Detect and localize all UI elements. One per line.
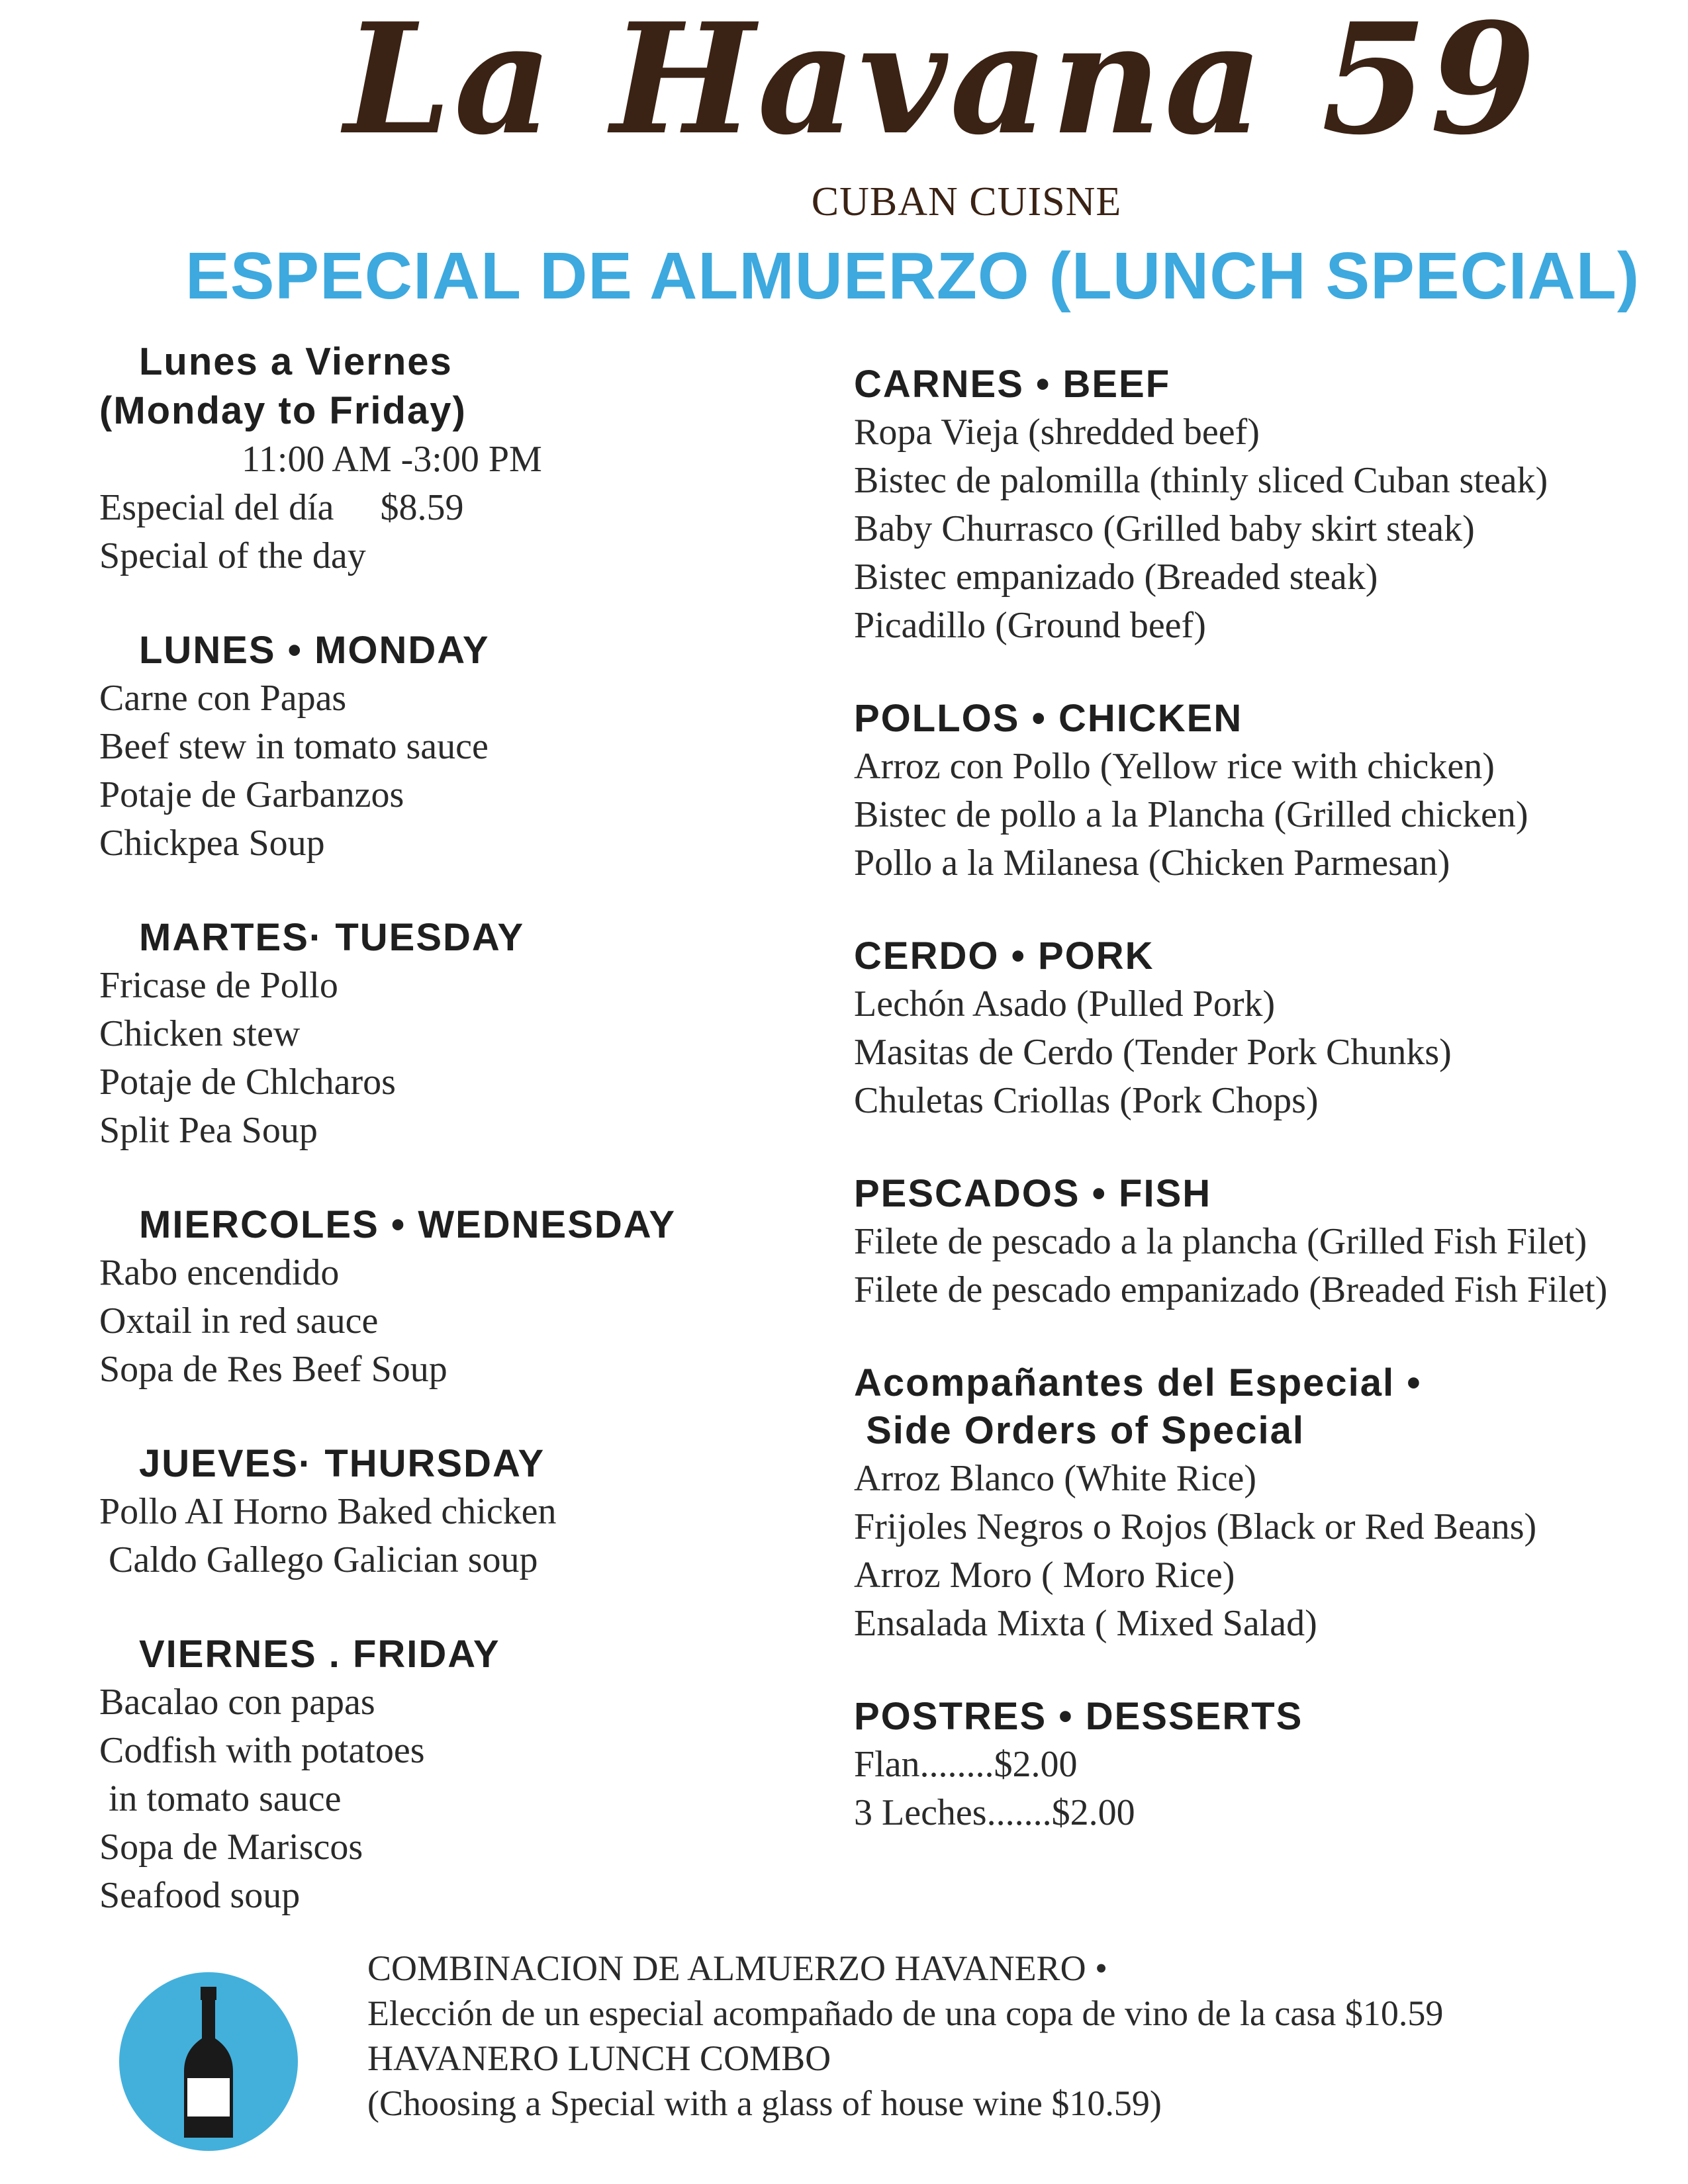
day-section-tuesday: [99, 914, 827, 1155]
category-title-secondary: Side Orders of Special: [854, 1409, 1305, 1452]
day-title: MIERCOLES • WEDNESDAY: [139, 1203, 677, 1246]
category-fish: [854, 1170, 1675, 1314]
menu-item: Arroz con Pollo (Yellow rice with chicken): [854, 746, 1495, 787]
special-label-es: Especial del día: [99, 487, 334, 528]
menu-item: Rabo encendido: [99, 1252, 340, 1293]
menu-item: Potaje de Chlcharos: [99, 1062, 396, 1103]
hours-section: [99, 338, 827, 580]
menu-item: Picadillo (Ground beef): [854, 605, 1206, 646]
menu-item: Bistec empanizado (Breaded steak): [854, 557, 1378, 598]
category-title: CARNES • BEEF: [854, 363, 1171, 406]
menu-item: Codfish with potatoes: [99, 1730, 425, 1771]
menu-item: Flan........$2.00: [854, 1744, 1078, 1785]
category-title: PESCADOS • FISH: [854, 1172, 1212, 1215]
menu-item: in tomato sauce: [99, 1778, 342, 1819]
menu-item: Baby Churrasco (Grilled baby skirt steak): [854, 508, 1475, 549]
menu-item: Beef stew in tomato sauce: [99, 726, 489, 767]
day-section-wednesday: [99, 1201, 827, 1394]
menu-item: Bacalao con papas: [99, 1682, 375, 1723]
menu-item: Split Pea Soup: [99, 1110, 318, 1151]
hours-days-es: Lunes a Viernes: [139, 340, 453, 383]
category-title: POLLOS • CHICKEN: [854, 697, 1243, 740]
combo-section: [367, 1946, 1678, 2126]
menu-item: Masitas de Cerdo (Tender Pork Chunks): [854, 1032, 1452, 1073]
menu-item: Chickpea Soup: [99, 823, 325, 864]
day-title: VIERNES . FRIDAY: [139, 1633, 500, 1676]
menu-item: Fricase de Pollo: [99, 965, 338, 1006]
menu-item: Filete de pescado a la plancha (Grilled Fish Filet): [854, 1221, 1587, 1262]
menu-item: Carne con Papas: [99, 678, 347, 719]
hours-days-en: (Monday to Friday): [99, 389, 467, 432]
category-pork: [854, 933, 1675, 1125]
wine-badge: [119, 1972, 298, 2151]
menu-item: Arroz Moro ( Moro Rice): [854, 1555, 1235, 1596]
right-column: [854, 361, 1675, 1882]
menu-item: Sopa de Res Beef Soup: [99, 1349, 447, 1390]
wine-bottle-icon: [119, 1972, 298, 2151]
menu-item: Pollo AI Horno Baked chicken: [99, 1491, 557, 1532]
category-desserts: [854, 1693, 1675, 1837]
category-title: Acompañantes del Especial •: [854, 1361, 1422, 1404]
category-title: POSTRES • DESSERTS: [854, 1695, 1303, 1738]
restaurant-logo: La Havana 59: [344, 0, 1539, 169]
menu-item: Frijoles Negros o Rojos (Black or Red Beans): [854, 1506, 1537, 1547]
menu-item: Chuletas Criollas (Pork Chops): [854, 1080, 1319, 1121]
menu-item: Caldo Gallego Galician soup: [99, 1539, 538, 1580]
menu-item: Lechón Asado (Pulled Pork): [854, 983, 1276, 1024]
day-title: LUNES • MONDAY: [139, 629, 490, 672]
menu-item: Chicken stew: [99, 1013, 301, 1054]
category-chicken: [854, 695, 1675, 887]
category-beef: [854, 361, 1675, 650]
day-section-thursday: [99, 1440, 827, 1584]
combo-title-en: HAVANERO LUNCH COMBO: [367, 2038, 831, 2078]
menu-item: Filete de pescado empanizado (Breaded Fish Filet): [854, 1269, 1608, 1310]
day-title: MARTES· TUESDAY: [139, 916, 525, 959]
menu-item: Sopa de Mariscos: [99, 1827, 363, 1868]
special-label-en: Special of the day: [99, 535, 366, 576]
menu-item: Potaje de Garbanzos: [99, 774, 404, 815]
menu-item: Ropa Vieja (shredded beef): [854, 412, 1260, 453]
menu-item: Bistec de palomilla (thinly sliced Cuban steak): [854, 460, 1548, 501]
left-column: [99, 338, 827, 1966]
menu-item: Bistec de pollo a la Plancha (Grilled chicken): [854, 794, 1528, 835]
combo-desc-es: Elección de un especial acompañado de una copa de vino de la casa $10.59: [367, 1993, 1444, 2033]
category-sides: [854, 1359, 1675, 1648]
menu-item: Pollo a la Milanesa (Chicken Parmesan): [854, 842, 1450, 884]
combo-desc-en: (Choosing a Special with a glass of house wine $10.59): [367, 2083, 1162, 2123]
day-title: JUEVES· THURSDAY: [139, 1442, 545, 1485]
day-section-monday: [99, 627, 827, 868]
combo-title-es: COMBINACION DE ALMUERZO HAVANERO •: [367, 1948, 1107, 1988]
category-title: CERDO • PORK: [854, 934, 1154, 978]
menu-item: 3 Leches.......$2.00: [854, 1792, 1135, 1833]
menu-headline: ESPECIAL DE ALMUERZO (LUNCH SPECIAL): [185, 239, 1640, 313]
special-price: $8.59: [380, 487, 464, 528]
menu-item: Arroz Blanco (White Rice): [854, 1458, 1256, 1499]
menu-item: Oxtail in red sauce: [99, 1300, 379, 1342]
menu-item: Ensalada Mixta ( Mixed Salad): [854, 1603, 1317, 1644]
hours-time: 11:00 AM -3:00 PM: [242, 439, 542, 480]
logo-subtitle: CUBAN CUISNE: [811, 179, 1122, 224]
menu-item: Seafood soup: [99, 1875, 301, 1916]
special-of-day-line: [99, 484, 827, 532]
day-section-friday: [99, 1631, 827, 1920]
